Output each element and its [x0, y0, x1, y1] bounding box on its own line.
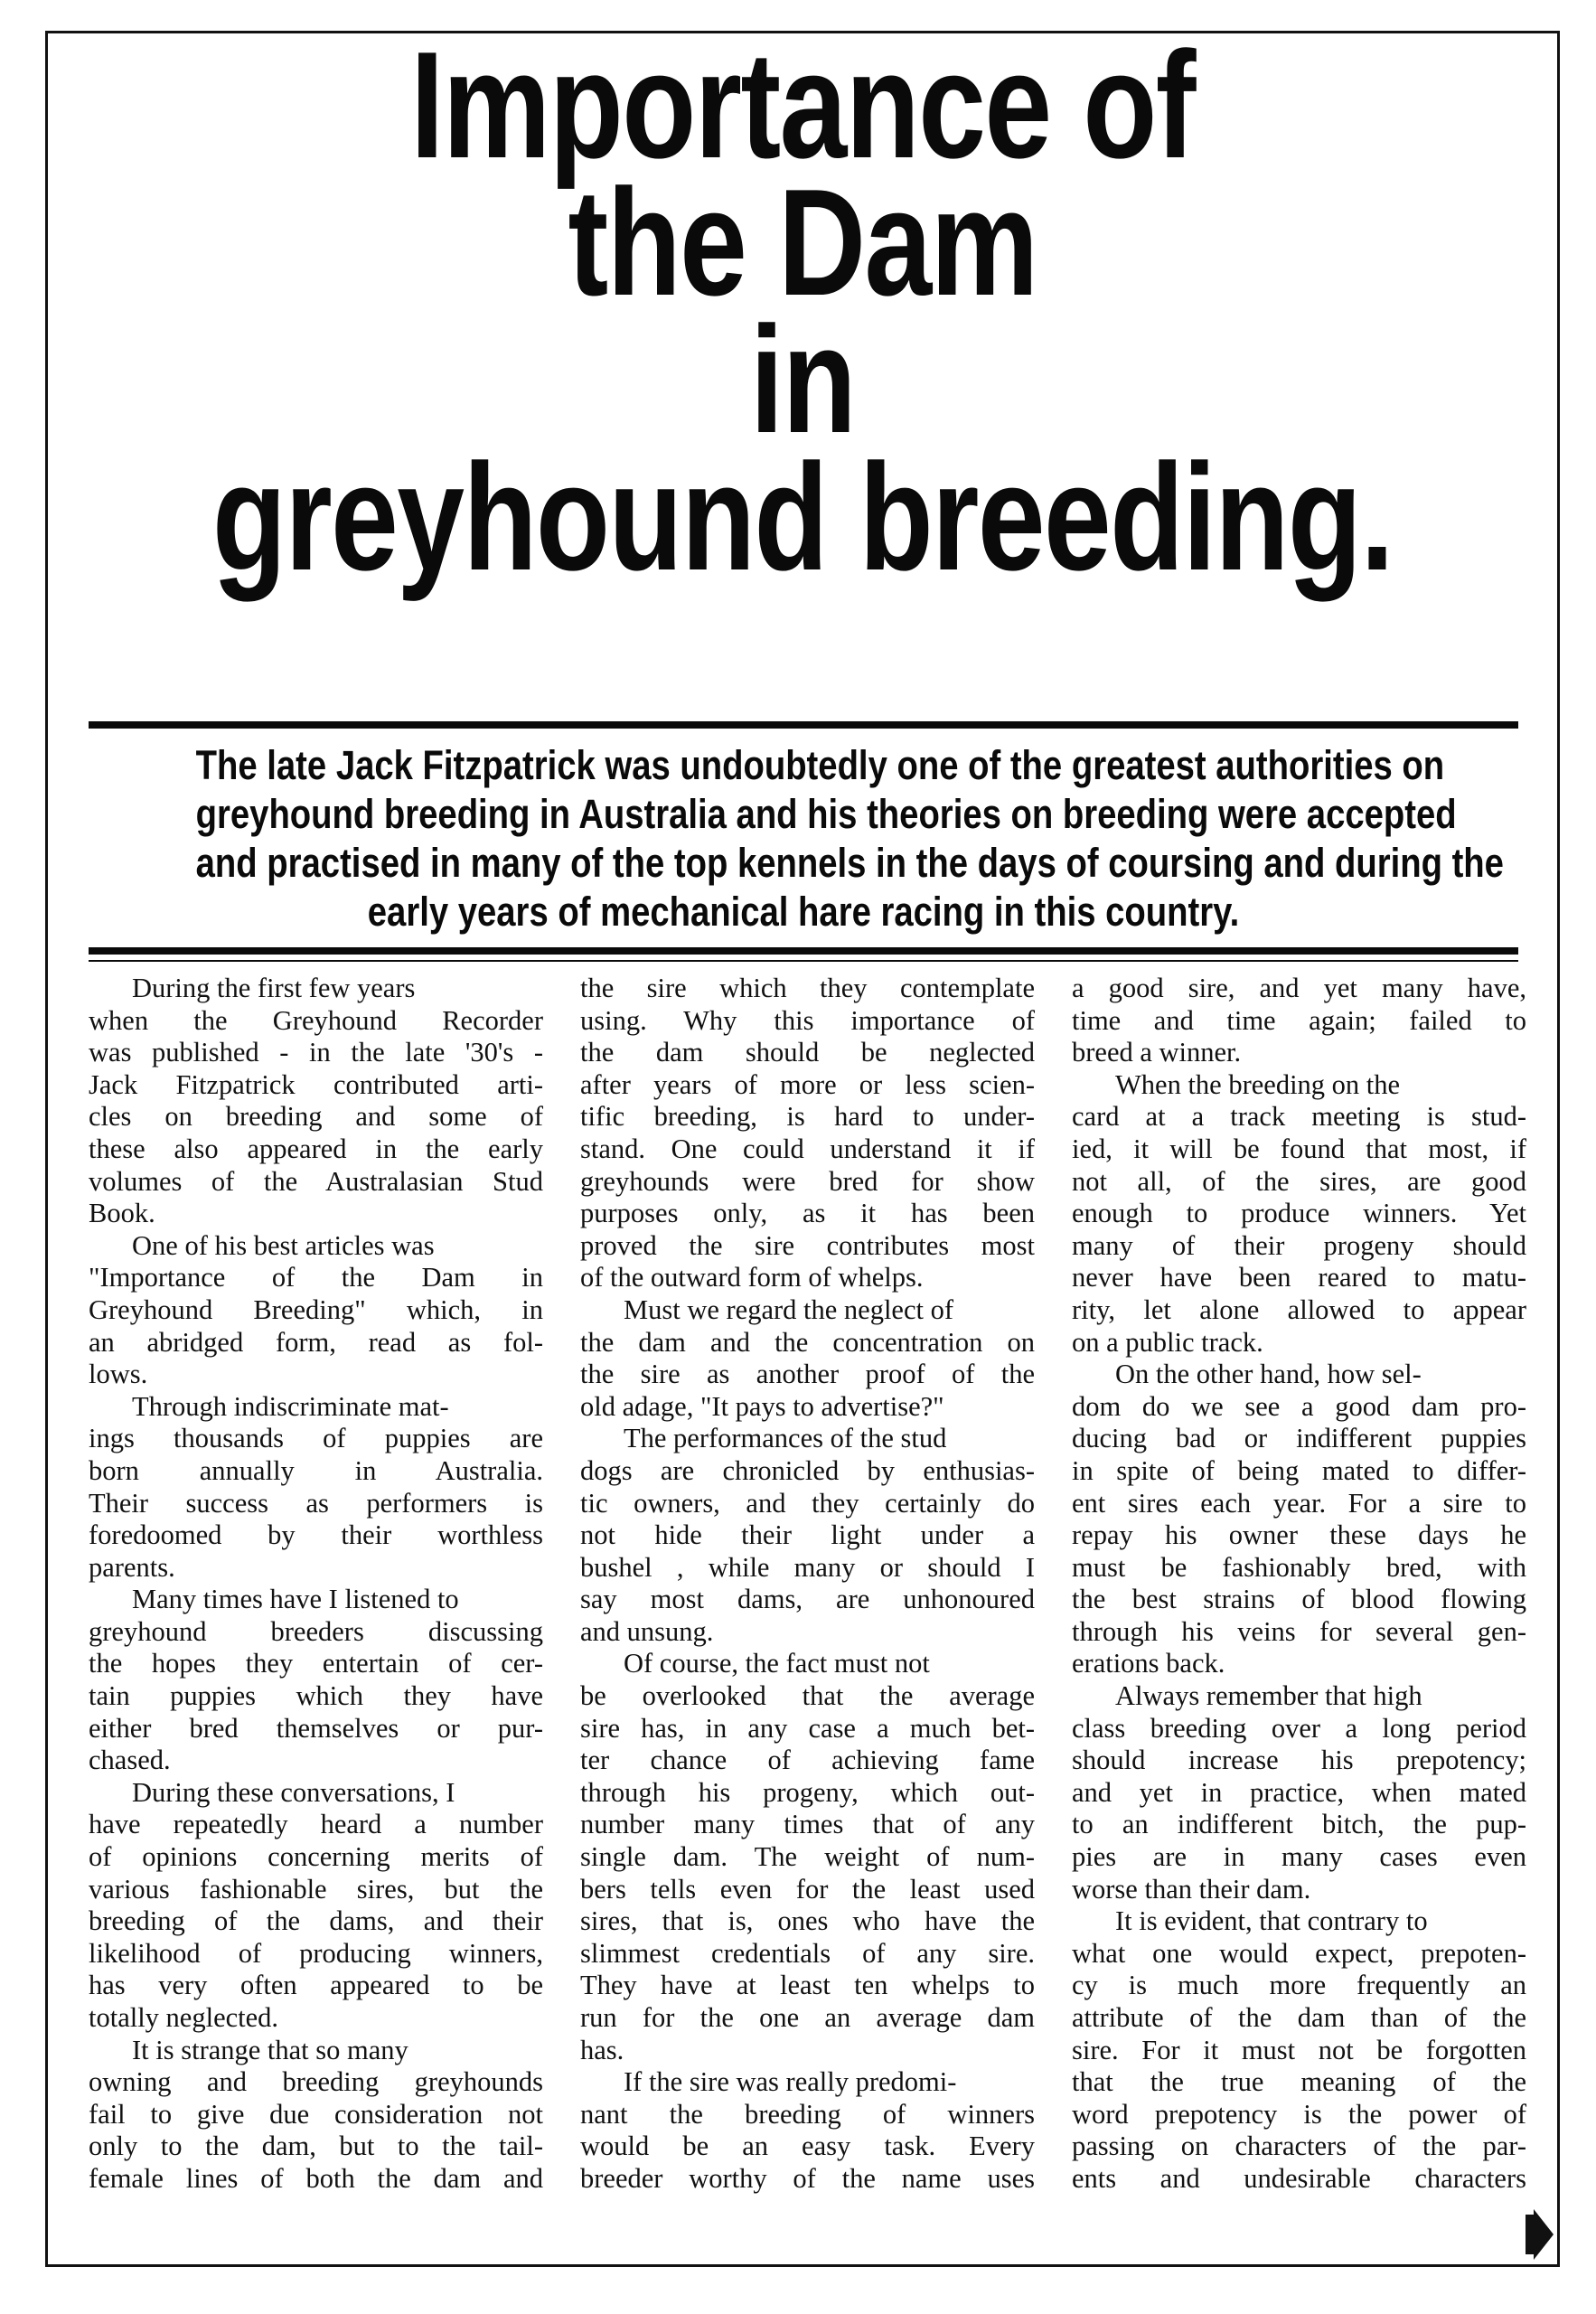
text-line: breed a winner.	[1072, 1037, 1242, 1068]
text-line: never have been reared to matu-	[1072, 1262, 1526, 1293]
text-line: During the first few years	[132, 973, 416, 1003]
text-line: not all, of the sires, are good	[1072, 1165, 1526, 1197]
text-line: Greyhound Breeding" which, in	[89, 1293, 543, 1325]
text-line: lows.	[89, 1359, 148, 1390]
headline-line-2: the Dam	[568, 157, 1037, 327]
text-line: bushel , while many or should I	[580, 1551, 1035, 1583]
divider-top	[89, 721, 1518, 729]
standfirst-line-3: and practised in many of the top kennels in the days of coursing and during the	[195, 840, 1504, 886]
text-line: of the outward form of whelps.	[580, 1262, 924, 1293]
text-line: foredoomed by their worthless	[89, 1519, 543, 1551]
text-line: the best strains of blood flowing	[1072, 1584, 1526, 1615]
text-line: ings thousands of puppies are	[89, 1423, 543, 1454]
text-line: passing on characters of the par-	[1072, 2131, 1526, 2162]
text-line: stand. One could understand it if	[580, 1133, 1035, 1164]
standfirst-line-2: greyhound breeding in Australia and his theories on breeding were accepted	[195, 791, 1457, 837]
text-line: totally neglected.	[89, 2002, 279, 2033]
column-1	[89, 973, 543, 2196]
text-line: word prepotency is the power of	[1072, 2098, 1526, 2130]
text-line: attribute of the dam than of the	[1072, 2002, 1526, 2033]
text-line: through his veins for several gen-	[1072, 1615, 1526, 1647]
text-line: parents.	[89, 1551, 175, 1583]
column-2	[580, 973, 1035, 2196]
text-line: after years of more or less scien-	[580, 1068, 1035, 1100]
text-line: be overlooked that the average	[580, 1680, 1035, 1712]
text-line: ter chance of achieving fame	[580, 1745, 1035, 1776]
text-line: ent sires each year. For a sire to	[1072, 1487, 1526, 1519]
divider-thin	[89, 960, 1518, 962]
text-line: only to the dam, but to the tail-	[89, 2131, 543, 2162]
text-line: and yet in practice, when mated	[1072, 1776, 1526, 1808]
standfirst	[195, 741, 1504, 936]
text-line: sires, that is, ones who have the	[580, 1905, 1035, 1937]
text-line: During these conversations, I	[132, 1776, 455, 1808]
text-line: owning and breeding greyhounds	[89, 2066, 543, 2098]
text-line: and unsung.	[580, 1615, 714, 1647]
text-line: tific breeding, is hard to under-	[580, 1101, 1035, 1133]
text-line: Of course, the fact must not	[624, 1648, 930, 1679]
text-line: single dam. The weight of num-	[580, 1841, 1035, 1873]
text-line: card at a track meeting is stud-	[1072, 1101, 1526, 1133]
text-line: when the Greyhound Recorder	[89, 1004, 543, 1036]
text-line: the sire which they contemplate	[580, 973, 1035, 1003]
text-line: If the sire was really predomi-	[624, 2066, 957, 2098]
text-line: through his progeny, which out-	[580, 1776, 1035, 1808]
text-line: enough to produce winners. Yet	[1072, 1198, 1526, 1229]
text-line: female lines of both the dam and	[89, 2162, 543, 2194]
text-line: The performances of the stud	[624, 1423, 947, 1454]
text-line: volumes of the Australasian Stud	[89, 1165, 543, 1197]
text-line: old adage, "It pays to advertise?"	[580, 1390, 944, 1422]
text-line: various fashionable sires, but the	[89, 1873, 543, 1905]
headline-line-4: greyhound breeding.	[211, 432, 1394, 602]
text-line: Book.	[89, 1198, 155, 1229]
text-line: many of their progeny should	[1072, 1229, 1526, 1261]
text-line: bers tells even for the least used	[580, 1873, 1035, 1905]
text-line: greyhounds were bred for show	[580, 1165, 1035, 1197]
text-line: worse than their dam.	[1072, 1873, 1311, 1905]
text-line: slimmest credentials of any sire.	[580, 1937, 1035, 1969]
text-line: the dam and the concentration on	[580, 1326, 1035, 1358]
text-line: purposes only, as it has been	[580, 1198, 1035, 1229]
headline	[197, 20, 1409, 602]
text-line: tic owners, and they certainly do	[580, 1487, 1035, 1519]
text-line: must be fashionably bred, with	[1072, 1551, 1526, 1583]
text-line: sire has, in any case a much bet-	[580, 1712, 1035, 1744]
text-line: a good sire, and yet many have,	[1072, 973, 1526, 1003]
text-line: On the other hand, how sel-	[1115, 1359, 1422, 1390]
text-line: on a public track.	[1072, 1326, 1263, 1358]
text-line: breeding of the dams, and their	[89, 1905, 543, 1937]
text-line: nant the breeding of winners	[580, 2098, 1035, 2130]
text-line: the dam should be neglected	[580, 1037, 1035, 1068]
text-line: Must we regard the neglect of	[624, 1293, 954, 1325]
text-line: the hopes they entertain of cer-	[89, 1648, 543, 1679]
text-line: One of his best articles was	[132, 1229, 435, 1261]
text-line: using. Why this importance of	[580, 1004, 1035, 1036]
text-line: should increase his prepotency;	[1072, 1745, 1526, 1776]
text-line: number many times that of any	[580, 1809, 1035, 1840]
text-line: to an indifferent bitch, the pup-	[1072, 1809, 1526, 1840]
text-line: greyhound breeders discussing	[89, 1615, 543, 1647]
text-line: what one would expect, prepoten-	[1072, 1937, 1526, 1969]
text-line: tain puppies which they have	[89, 1680, 543, 1712]
text-line: not hide their light under a	[580, 1519, 1035, 1551]
text-line: ents and undesirable characters	[1072, 2162, 1526, 2194]
text-line: Many times have I listened to	[132, 1584, 459, 1615]
column-3	[1072, 973, 1526, 2196]
text-line: cles on breeding and some of	[89, 1101, 543, 1133]
text-line: cy is much more frequently an	[1072, 1970, 1526, 2001]
text-line: ied, it will be found that most, if	[1072, 1133, 1526, 1164]
text-line: was published - in the late '30's -	[89, 1037, 543, 1068]
text-line: Their success as performers is	[89, 1487, 543, 1519]
text-line: have repeatedly heard a number	[89, 1809, 543, 1840]
text-line: has very often appeared to be	[89, 1970, 543, 2001]
text-line: pies are in many cases even	[1072, 1841, 1526, 1873]
text-line: these also appeared in the early	[89, 1133, 543, 1164]
text-line: "Importance of the Dam in	[89, 1262, 543, 1293]
text-line: an abridged form, read as fol-	[89, 1326, 543, 1358]
headline-line-1: Importance of	[410, 20, 1195, 190]
text-line: either bred themselves or pur-	[89, 1712, 543, 1744]
text-line: would be an easy task. Every	[580, 2131, 1035, 2162]
text-line: likelihood of producing winners,	[89, 1937, 543, 1969]
text-line: chased.	[89, 1745, 171, 1776]
text-line: Jack Fitzpatrick contributed arti-	[89, 1068, 543, 1100]
text-line: repay his owner these days he	[1072, 1519, 1526, 1551]
text-line: that the true meaning of the	[1072, 2066, 1526, 2098]
text-line: class breeding over a long period	[1072, 1712, 1526, 1744]
divider-bottom	[89, 947, 1518, 955]
text-line: the sire as another proof of the	[580, 1359, 1035, 1390]
right-arrow-icon	[1534, 2209, 1554, 2260]
text-line: They have at least ten whelps to	[580, 1970, 1035, 2001]
text-line: dom do we see a good dam pro-	[1072, 1390, 1526, 1422]
text-line: say most dams, are unhonoured	[580, 1584, 1035, 1615]
text-line: proved the sire contributes most	[580, 1229, 1035, 1261]
text-line: rity, let alone allowed to appear	[1072, 1293, 1526, 1325]
standfirst-line-1: The late Jack Fitzpatrick was undoubtedly one of the greatest authorities on	[195, 742, 1445, 788]
text-line: When the breeding on the	[1115, 1068, 1401, 1100]
text-line: of opinions concerning merits of	[89, 1841, 543, 1873]
text-line: Through indiscriminate mat-	[132, 1390, 449, 1422]
text-line: It is evident, that contrary to	[1115, 1905, 1428, 1937]
text-line: in spite of being mated to differ-	[1072, 1454, 1526, 1486]
text-line: ducing bad or indifferent puppies	[1072, 1423, 1526, 1454]
text-line: erations back.	[1072, 1648, 1225, 1679]
text-line: It is strange that so many	[132, 2034, 408, 2065]
text-line: time and time again; failed to	[1072, 1004, 1526, 1036]
headline-line-3: in	[749, 295, 856, 465]
text-line: Always remember that high	[1115, 1680, 1422, 1712]
text-line: has.	[580, 2034, 624, 2065]
text-line: born annually in Australia.	[89, 1454, 543, 1486]
article-body	[89, 973, 1535, 2238]
text-line: fail to give due consideration not	[89, 2098, 543, 2130]
text-line: run for the one an average dam	[580, 2002, 1035, 2033]
continued-marker	[1526, 2215, 1534, 2254]
text-line: dogs are chronicled by enthusias-	[580, 1454, 1035, 1486]
text-line: sire. For it must not be forgotten	[1072, 2034, 1526, 2065]
text-line: breeder worthy of the name uses	[580, 2162, 1035, 2194]
standfirst-line-4: early years of mechanical hare racing in this country.	[367, 889, 1240, 935]
